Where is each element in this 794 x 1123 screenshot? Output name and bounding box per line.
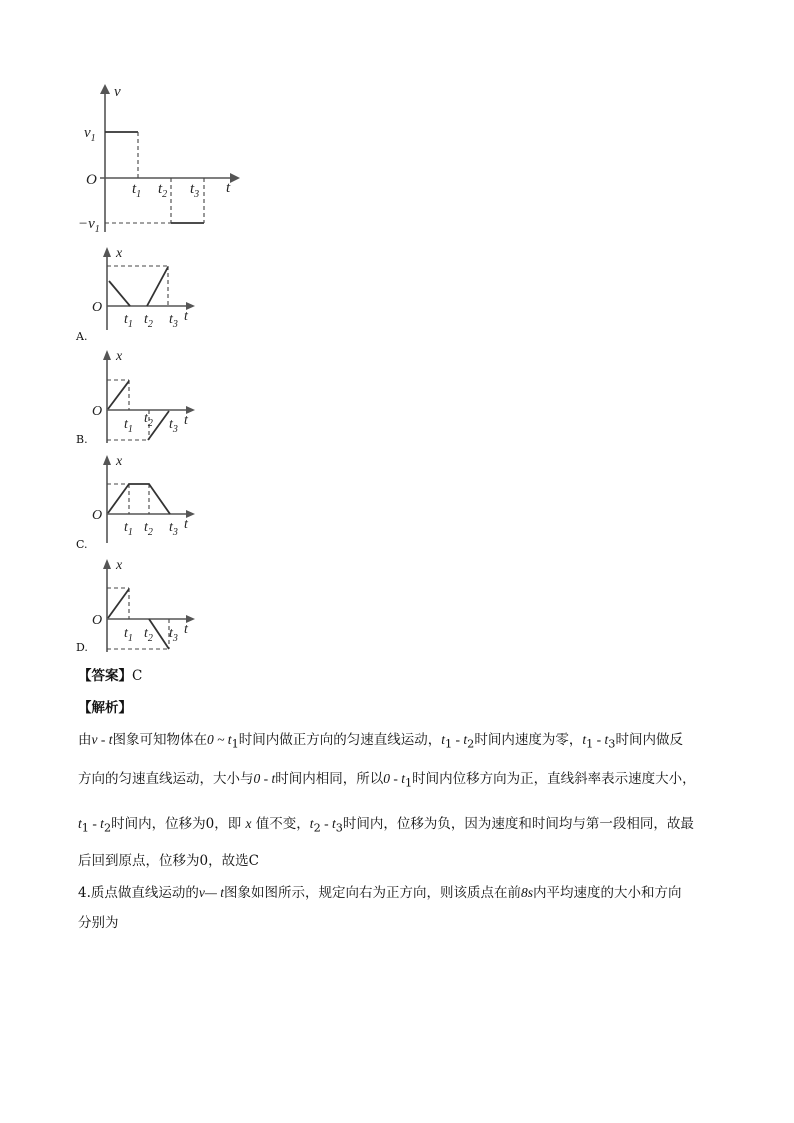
answer-line <box>78 666 142 686</box>
v1-label: $v_1$ <box>84 125 96 144</box>
v-axis-label: v <box>114 84 121 100</box>
t1-label: $t_1$ <box>124 520 133 538</box>
origin-label: O <box>92 613 103 628</box>
t3-label: $t_3$ <box>169 520 178 538</box>
t2-label: $t_2$ <box>144 520 153 538</box>
t3-label: $t_3$ <box>169 626 178 644</box>
segment-2 <box>147 267 168 306</box>
neg-v1-label: $-v_1$ <box>78 216 100 235</box>
origin-label: O <box>92 508 103 523</box>
t3-label: $t_3$ <box>190 181 200 200</box>
t-axis-label: t <box>226 180 231 196</box>
segment-1 <box>108 381 129 409</box>
x-label: x <box>116 558 123 573</box>
x-axis-arrow <box>103 559 111 569</box>
t2-label: $t_2$ <box>144 411 153 429</box>
x-label: x <box>116 454 123 469</box>
t2-label: $t_2$ <box>144 312 153 330</box>
t-axis-arrow <box>230 173 240 183</box>
t3-label: $t_3$ <box>169 312 178 330</box>
analysis-line-4: 后回到原点，位移为0，故选C <box>78 853 259 869</box>
option-a-letter: A. <box>76 330 88 343</box>
analysis-line-2: 方向的匀速直线运动，大小与0 - t时间内相同，所以$0 - t_1$时间内位移方向为正，直线斜率表示速度大小， <box>78 771 696 790</box>
t1-label: $t_1$ <box>124 626 133 644</box>
segment-1 <box>109 281 130 306</box>
origin-label: O <box>92 404 103 419</box>
trapezoid-path <box>108 484 170 514</box>
x-axis-arrow <box>103 247 111 257</box>
x-label: x <box>116 349 123 364</box>
option-d-letter: D. <box>76 641 88 654</box>
option-b-letter: B. <box>76 433 88 446</box>
question-4-line-2: 分别为 <box>78 915 119 931</box>
option-c-graph <box>92 453 202 543</box>
t3-label: $t_3$ <box>169 417 178 435</box>
v-axis-arrow <box>100 84 110 94</box>
t-label: t <box>184 622 188 637</box>
option-a-graph <box>92 245 202 330</box>
t2-label: $t_2$ <box>144 626 153 644</box>
t-label: t <box>184 517 188 532</box>
origin-label: O <box>92 300 103 315</box>
option-d-graph <box>92 557 202 652</box>
segment-1 <box>108 589 129 618</box>
answer-value: C <box>132 668 143 684</box>
t1-label: $t_1$ <box>132 181 142 200</box>
analysis-line-1: 由v - t图象可知物体在0 ~ $t_1$时间内做正方向的匀速直线运动，$t_1 - t_2$时间内速度为零，$t_1 - t_3$时间内做反 <box>78 732 683 751</box>
answer-label: 【答案】 <box>78 668 132 684</box>
t2-label: $t_2$ <box>158 181 168 200</box>
analysis-label: 【解析】 <box>78 700 132 716</box>
t1-label: $t_1$ <box>124 417 133 435</box>
t-label: t <box>184 309 188 324</box>
x-axis-arrow <box>103 350 111 360</box>
option-c-letter: C. <box>76 538 88 551</box>
x-label: x <box>116 246 123 261</box>
option-b-graph <box>92 348 202 443</box>
t1-label: $t_1$ <box>124 312 133 330</box>
question-4-line-1: 4.质点做直线运动的v— t图象如图所示，规定向右为正方向，则该质点在前8s内平均速度的大小和方向 <box>78 885 682 901</box>
x-axis-arrow <box>103 455 111 465</box>
origin-label: O <box>86 172 97 188</box>
t-label: t <box>184 413 188 428</box>
analysis-line-3: $t_1 - t_2$时间内，位移为0，即 x 值不变，$t_2 - t_3$时间内，位移为负，因为速度和时间均与第一段相同，故最 <box>78 816 694 835</box>
vt-graph-figure <box>78 80 248 240</box>
